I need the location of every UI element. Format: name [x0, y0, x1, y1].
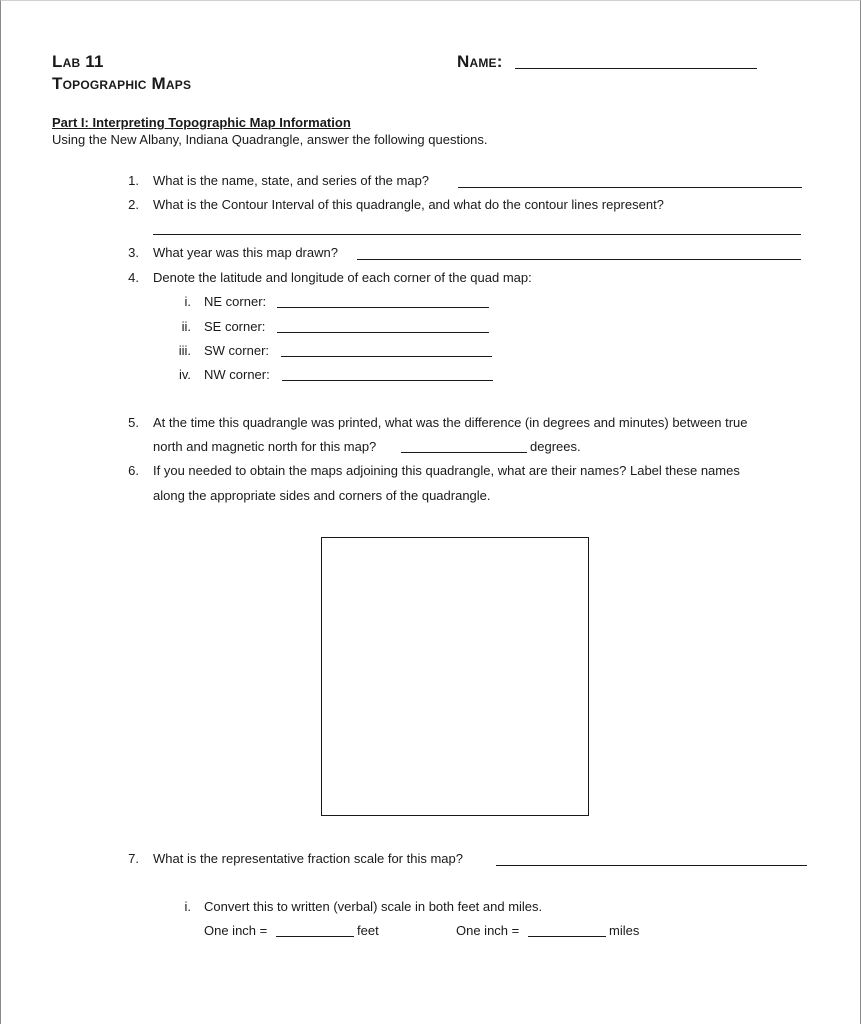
q3-text: What year was this map drawn?: [153, 245, 338, 260]
q6-text-line1: If you needed to obtain the maps adjoining this quadrangle, what are their names? Label these names: [153, 463, 740, 478]
q7-sub-text: Convert this to written (verbal) scale in both feet and miles.: [204, 899, 543, 914]
q2-answer-line[interactable]: [153, 234, 801, 235]
name-field[interactable]: [515, 68, 757, 69]
q1-number: 1.: [128, 173, 139, 188]
instructions: Using the New Albany, Indiana Quadrangle, answer the following questions.: [52, 132, 488, 147]
q4-ii-number: ii.: [181, 319, 191, 334]
q7-answer-line[interactable]: [496, 865, 807, 866]
lab-number: Lab 11: [52, 52, 104, 71]
q4-se-answer-line[interactable]: [277, 332, 489, 333]
q7-text: What is the representative fraction scale for this map?: [153, 851, 463, 866]
q4-nw-label: NW corner:: [204, 367, 270, 382]
q2-text: What is the Contour Interval of this quadrangle, and what do the contour lines represent?: [153, 197, 664, 212]
q3-answer-line[interactable]: [357, 259, 801, 260]
conv-miles-unit: miles: [609, 923, 640, 938]
q5-text-line1: At the time this quadrangle was printed, what was the difference (in degrees and minutes) between true: [153, 415, 748, 430]
conv-feet-unit: feet: [357, 923, 379, 938]
q7-number: 7.: [128, 851, 139, 866]
q4-number: 4.: [128, 270, 139, 285]
lab-subtitle: Topographic Maps: [52, 74, 192, 93]
conv-miles-answer-line[interactable]: [528, 936, 606, 937]
q5-unit: degrees.: [530, 439, 581, 454]
q1-answer-line[interactable]: [458, 187, 802, 188]
q4-nw-answer-line[interactable]: [282, 380, 493, 381]
q4-sw-label: SW corner:: [204, 343, 270, 358]
q4-se-label: SE corner:: [204, 319, 266, 334]
q4-sw-answer-line[interactable]: [281, 356, 492, 357]
conv-miles-label: One inch =: [456, 923, 520, 938]
q3-number: 3.: [128, 245, 139, 260]
q6-text-line2: along the appropriate sides and corners of the quadrangle.: [153, 488, 491, 503]
q2-number: 2.: [128, 197, 139, 212]
q4-iv-number: iv.: [178, 367, 191, 382]
name-label: Name:: [457, 52, 503, 71]
part-title: Part I: Interpreting Topographic Map Information: [52, 115, 351, 130]
q4-i-number: i.: [184, 294, 191, 309]
q1-text: What is the name, state, and series of the map?: [153, 173, 430, 188]
conv-feet-answer-line[interactable]: [276, 936, 354, 937]
q7-i-number: i.: [184, 899, 191, 914]
q4-text: Denote the latitude and longitude of each corner of the quad map:: [153, 270, 532, 285]
quadrangle-box[interactable]: [321, 537, 589, 816]
conv-feet-label: One inch =: [204, 923, 268, 938]
q5-number: 5.: [128, 415, 139, 430]
q5-text-line2: north and magnetic north for this map?: [153, 439, 377, 454]
q4-iii-number: iii.: [178, 343, 191, 358]
q4-ne-answer-line[interactable]: [277, 307, 489, 308]
q4-ne-label: NE corner:: [204, 294, 267, 309]
q6-number: 6.: [128, 463, 139, 478]
q5-answer-line[interactable]: [401, 452, 527, 453]
